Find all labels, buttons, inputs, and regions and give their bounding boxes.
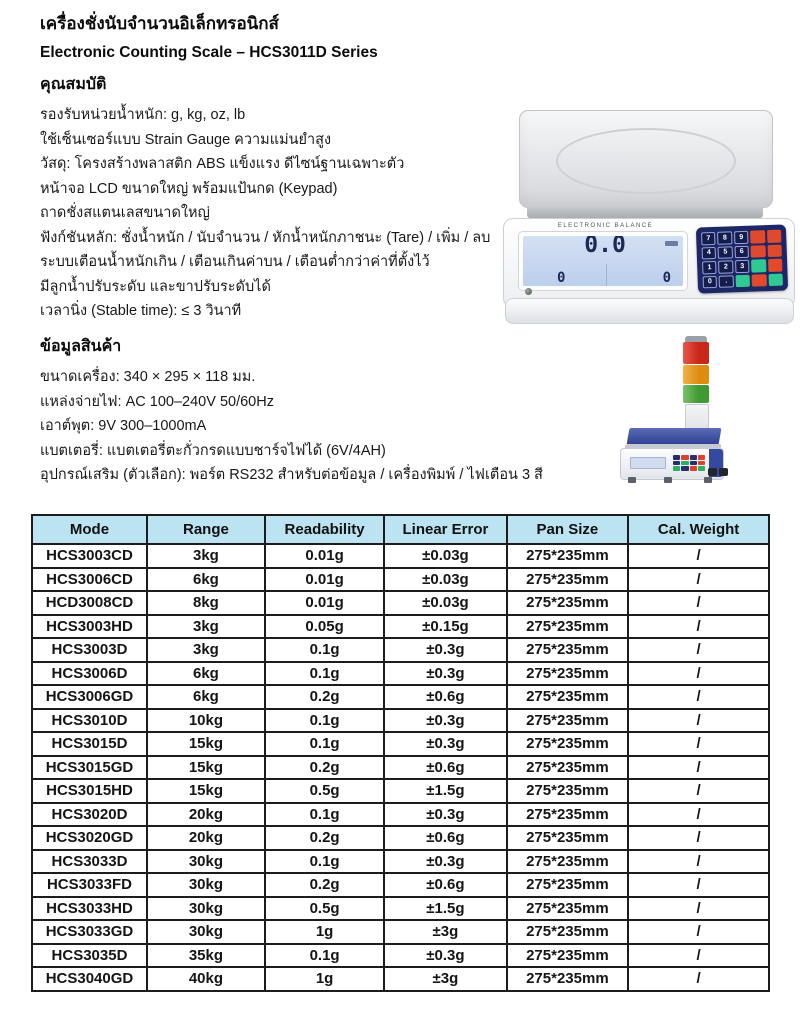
small-key [681, 466, 688, 471]
text-line: อุปกรณ์เสริม (ตัวเลือก): พอร์ต RS232 สำหรับต่อข้อมูล / เครื่องพิมพ์ / ไฟเตือน 3 สี [40, 467, 543, 483]
features-list [40, 103, 525, 324]
level-bubble [525, 288, 532, 295]
features-section [40, 72, 525, 324]
scale-product-image [503, 98, 795, 328]
table-cell: 0.1g [265, 850, 384, 874]
table-row [32, 803, 769, 827]
table-row [32, 709, 769, 733]
key-1: 1 [702, 261, 717, 274]
table-cell: 8kg [147, 591, 265, 615]
table-cell: 3kg [147, 615, 265, 639]
table-row [32, 544, 769, 568]
table-row [32, 920, 769, 944]
table-cell: 275*235mm [507, 638, 629, 662]
table-cell: 275*235mm [507, 920, 629, 944]
table-row [32, 568, 769, 592]
table-cell: / [628, 756, 769, 780]
table-cell: 10kg [147, 709, 265, 733]
table-cell: 275*235mm [507, 897, 629, 921]
features-heading: คุณสมบัติ [40, 76, 107, 93]
table-cell: HCS3020D [32, 803, 147, 827]
key-5: 5 [718, 246, 733, 259]
table-cell: 0.1g [265, 709, 384, 733]
table-cell: ±0.3g [384, 709, 506, 733]
specification-table [31, 514, 770, 992]
text-line: ใช้เซ็นเซอร์แบบ Strain Gauge ความแม่นยำสูง [40, 131, 332, 148]
table-cell: 15kg [147, 779, 265, 803]
table-cell: 30kg [147, 920, 265, 944]
key-3: 3 [735, 260, 750, 273]
table-cell: HCS3006D [32, 662, 147, 686]
column-header: Cal. Weight [628, 515, 769, 544]
brand-text: ELECTRONIC BALANCE [557, 223, 654, 229]
table-row [32, 850, 769, 874]
table-cell: 0.1g [265, 638, 384, 662]
table-cell: 275*235mm [507, 568, 629, 592]
table-cell: / [628, 732, 769, 756]
table-cell: 0.2g [265, 873, 384, 897]
small-key [698, 455, 705, 460]
table-cell: HCS3040GD [32, 967, 147, 991]
table-cell: ±3g [384, 920, 506, 944]
lcd-weight-value: 0.0 [584, 236, 626, 258]
table-cell: 0.2g [265, 826, 384, 850]
table-cell: HCS3006CD [32, 568, 147, 592]
scale-foot [664, 477, 672, 483]
text-line: วัสดุ: โครงสร้างพลาสติก ABS แข็งแรง ดีไซน์ฐานเฉพาะตัว [40, 156, 405, 172]
table-cell: / [628, 967, 769, 991]
text-line: เวลานิ่ง (Stable time): ≤ 3 วินาที [40, 303, 242, 319]
table-row [32, 967, 769, 991]
text-line: ฟังก์ชันหลัก: ชั่งน้ำหนัก / นับจำนวน / หักน้ำหนักภาชนะ (Tare) / เพิ่ม / ลบ [40, 229, 491, 246]
table-cell: HCS3003D [32, 638, 147, 662]
table-cell: 275*235mm [507, 803, 629, 827]
key-0: 0 [703, 275, 718, 288]
table-cell: 0.5g [265, 897, 384, 921]
table-cell: ±0.6g [384, 826, 506, 850]
lcd-panel [518, 231, 688, 291]
table-cell: / [628, 920, 769, 944]
small-key [698, 461, 705, 466]
function-key [768, 259, 783, 272]
text-line: ระบบเตือนน้ำหนักเกิน / เตือนเกินค่าบน / เตือนต่ำกว่าค่าที่ตั้งไว้ [40, 254, 430, 270]
table-cell: / [628, 615, 769, 639]
table-cell: 15kg [147, 756, 265, 780]
column-header: Mode [32, 515, 147, 544]
table-cell: 0.05g [265, 615, 384, 639]
table-cell: HCS3003CD [32, 544, 147, 568]
small-key [681, 461, 688, 466]
page-header [40, 10, 520, 62]
connector-knob [708, 468, 717, 476]
table-cell: HCS3020GD [32, 826, 147, 850]
keypad [696, 224, 788, 293]
small-key [690, 455, 697, 460]
table-cell: ±0.3g [384, 944, 506, 968]
table-cell: 0.01g [265, 568, 384, 592]
small-key [673, 466, 680, 471]
column-header: Linear Error [384, 515, 506, 544]
table-cell: ±1.5g [384, 779, 506, 803]
table-cell: ±0.6g [384, 685, 506, 709]
lcd-indicator [665, 241, 678, 246]
function-key [767, 244, 782, 257]
table-body [32, 544, 769, 991]
table-cell: 0.1g [265, 732, 384, 756]
key-6: 6 [734, 245, 749, 258]
table-row [32, 897, 769, 921]
function-key [767, 230, 782, 243]
table-cell: 15kg [147, 732, 265, 756]
tower-green-light [683, 385, 709, 403]
table-cell: 0.1g [265, 803, 384, 827]
table-cell: ±0.03g [384, 544, 506, 568]
table-cell: HCS3015GD [32, 756, 147, 780]
text-line: ขนาดเครื่อง: 340 × 295 × 118 มม. [40, 369, 256, 385]
table-row [32, 615, 769, 639]
table-cell: 1g [265, 920, 384, 944]
table-cell: 275*235mm [507, 779, 629, 803]
table-cell: HCS3010D [32, 709, 147, 733]
key-7: 7 [701, 232, 716, 245]
table-cell: HCS3003HD [32, 615, 147, 639]
table-cell: 6kg [147, 662, 265, 686]
table-cell: ±0.3g [384, 662, 506, 686]
key-9: 9 [734, 231, 749, 244]
table-cell: ±0.6g [384, 756, 506, 780]
text-line: แหล่งจ่ายไฟ: AC 100–240V 50/60Hz [40, 393, 274, 410]
table-cell: 35kg [147, 944, 265, 968]
weighing-pan [519, 110, 773, 208]
scale-foot [704, 477, 712, 483]
table-cell: / [628, 638, 769, 662]
function-key [750, 230, 765, 243]
table-cell: 275*235mm [507, 615, 629, 639]
function-key [768, 273, 783, 286]
table-cell: 275*235mm [507, 709, 629, 733]
table-cell: 0.2g [265, 685, 384, 709]
pan-base [527, 206, 763, 218]
product-info-heading: ข้อมูลสินค้า [40, 338, 122, 355]
product-info-list [40, 365, 600, 488]
tower-light-accessory-image [612, 336, 792, 508]
table-cell: / [628, 544, 769, 568]
table-cell: 275*235mm [507, 873, 629, 897]
key-.: . [719, 275, 734, 288]
table-cell: / [628, 591, 769, 615]
scale-base [505, 298, 794, 324]
table-cell: 275*235mm [507, 544, 629, 568]
table-row [32, 685, 769, 709]
table-cell: ±0.03g [384, 568, 506, 592]
key-2: 2 [718, 260, 733, 273]
tower-amber-light [683, 365, 709, 384]
small-scale-lcd [630, 457, 666, 469]
table-cell: 0.5g [265, 779, 384, 803]
table-cell: 0.1g [265, 662, 384, 686]
table-cell: HCS3015D [32, 732, 147, 756]
text-line: ถาดชั่งสแตนเลสขนาดใหญ่ [40, 205, 210, 221]
table-row [32, 873, 769, 897]
column-header: Range [147, 515, 265, 544]
table-cell: 275*235mm [507, 826, 629, 850]
table-cell: HCS3035D [32, 944, 147, 968]
text-line: เอาต์พุต: 9V 300–1000mA [40, 418, 207, 434]
table-cell: ±0.03g [384, 591, 506, 615]
product-title-thai: เครื่องชั่งนับจำนวนอิเล็กทรอนิกส์ [40, 14, 279, 33]
table-cell: 30kg [147, 897, 265, 921]
table-cell: ±0.3g [384, 732, 506, 756]
table-cell: 275*235mm [507, 944, 629, 968]
table-cell: HCS3006GD [32, 685, 147, 709]
table-row [32, 591, 769, 615]
table-cell: 0.01g [265, 591, 384, 615]
table-cell: / [628, 662, 769, 686]
pan-ring [556, 128, 736, 194]
table-cell: ±3g [384, 967, 506, 991]
table-cell: HCS3033HD [32, 897, 147, 921]
table-cell: 0.1g [265, 944, 384, 968]
table-cell: / [628, 568, 769, 592]
table-cell: HCS3033GD [32, 920, 147, 944]
small-key [698, 466, 705, 471]
table-cell: ±0.3g [384, 803, 506, 827]
table-cell: 1g [265, 967, 384, 991]
product-info-section [40, 334, 600, 488]
text-line: หน้าจอ LCD ขนาดใหญ่ พร้อมแป้นกด (Keypad) [40, 180, 338, 197]
table-cell: 30kg [147, 850, 265, 874]
table-cell: / [628, 850, 769, 874]
table-cell: 3kg [147, 638, 265, 662]
table-cell: ±0.15g [384, 615, 506, 639]
product-title-english: Electronic Counting Scale – HCS3011D Series [40, 44, 378, 61]
tower-red-light [683, 342, 709, 364]
lcd-screen [523, 236, 683, 286]
table-cell: 275*235mm [507, 967, 629, 991]
column-header: Pan Size [507, 515, 629, 544]
table-cell: 275*235mm [507, 850, 629, 874]
lcd-divider [606, 264, 607, 286]
table-cell: / [628, 873, 769, 897]
table-cell: 275*235mm [507, 591, 629, 615]
table-cell: ±0.3g [384, 850, 506, 874]
function-key [751, 259, 766, 272]
table-cell: HCS3015HD [32, 779, 147, 803]
table-cell: HCS3033D [32, 850, 147, 874]
table-cell: / [628, 803, 769, 827]
table-cell: HCD3008CD [32, 591, 147, 615]
table-cell: / [628, 897, 769, 921]
table-cell: 20kg [147, 803, 265, 827]
table-cell: 3kg [147, 544, 265, 568]
table-row [32, 944, 769, 968]
table-cell: ±1.5g [384, 897, 506, 921]
table-cell: / [628, 779, 769, 803]
text-line: รองรับหน่วยน้ำหนัก: g, kg, oz, lb [40, 107, 246, 123]
table-cell: 275*235mm [507, 662, 629, 686]
small-key [690, 466, 697, 471]
table-row [32, 662, 769, 686]
connector-knob [719, 468, 728, 476]
table-cell: / [628, 826, 769, 850]
column-header: Readability [265, 515, 384, 544]
key-8: 8 [717, 231, 732, 244]
table-cell: ±0.6g [384, 873, 506, 897]
lcd-total-value: 0 [662, 270, 671, 286]
small-key [673, 455, 680, 460]
table-header-row [32, 515, 769, 544]
table-cell: 0.2g [265, 756, 384, 780]
text-line: แบตเตอรี่: แบตเตอรี่ตะกั่วกรดแบบชาร์จไฟได้ (6V/4AH) [40, 442, 386, 459]
table-cell: 275*235mm [507, 685, 629, 709]
table-cell: 40kg [147, 967, 265, 991]
small-key [681, 455, 688, 460]
table-cell: ±0.3g [384, 638, 506, 662]
small-key [690, 461, 697, 466]
table-row [32, 732, 769, 756]
table-row [32, 779, 769, 803]
table-cell: 20kg [147, 826, 265, 850]
small-scale-pan [627, 428, 722, 445]
table-cell: 6kg [147, 568, 265, 592]
function-key [751, 245, 766, 258]
lcd-unit-price-value: 0 [557, 270, 566, 286]
table-cell: 30kg [147, 873, 265, 897]
table-cell: / [628, 685, 769, 709]
scale-foot [628, 477, 636, 483]
small-scale-keypad [673, 455, 705, 471]
function-key [735, 274, 750, 287]
table-cell: 0.01g [265, 544, 384, 568]
table-cell: 275*235mm [507, 756, 629, 780]
text-line: มีลูกน้ำปรับระดับ และขาปรับระดับได้ [40, 278, 271, 295]
small-key [673, 461, 680, 466]
table-cell: 6kg [147, 685, 265, 709]
table-row [32, 756, 769, 780]
key-4: 4 [702, 246, 717, 259]
table-cell: / [628, 709, 769, 733]
table-row [32, 638, 769, 662]
table-cell: 275*235mm [507, 732, 629, 756]
table-cell: / [628, 944, 769, 968]
table-row [32, 826, 769, 850]
function-key [752, 274, 767, 287]
table-cell: HCS3033FD [32, 873, 147, 897]
